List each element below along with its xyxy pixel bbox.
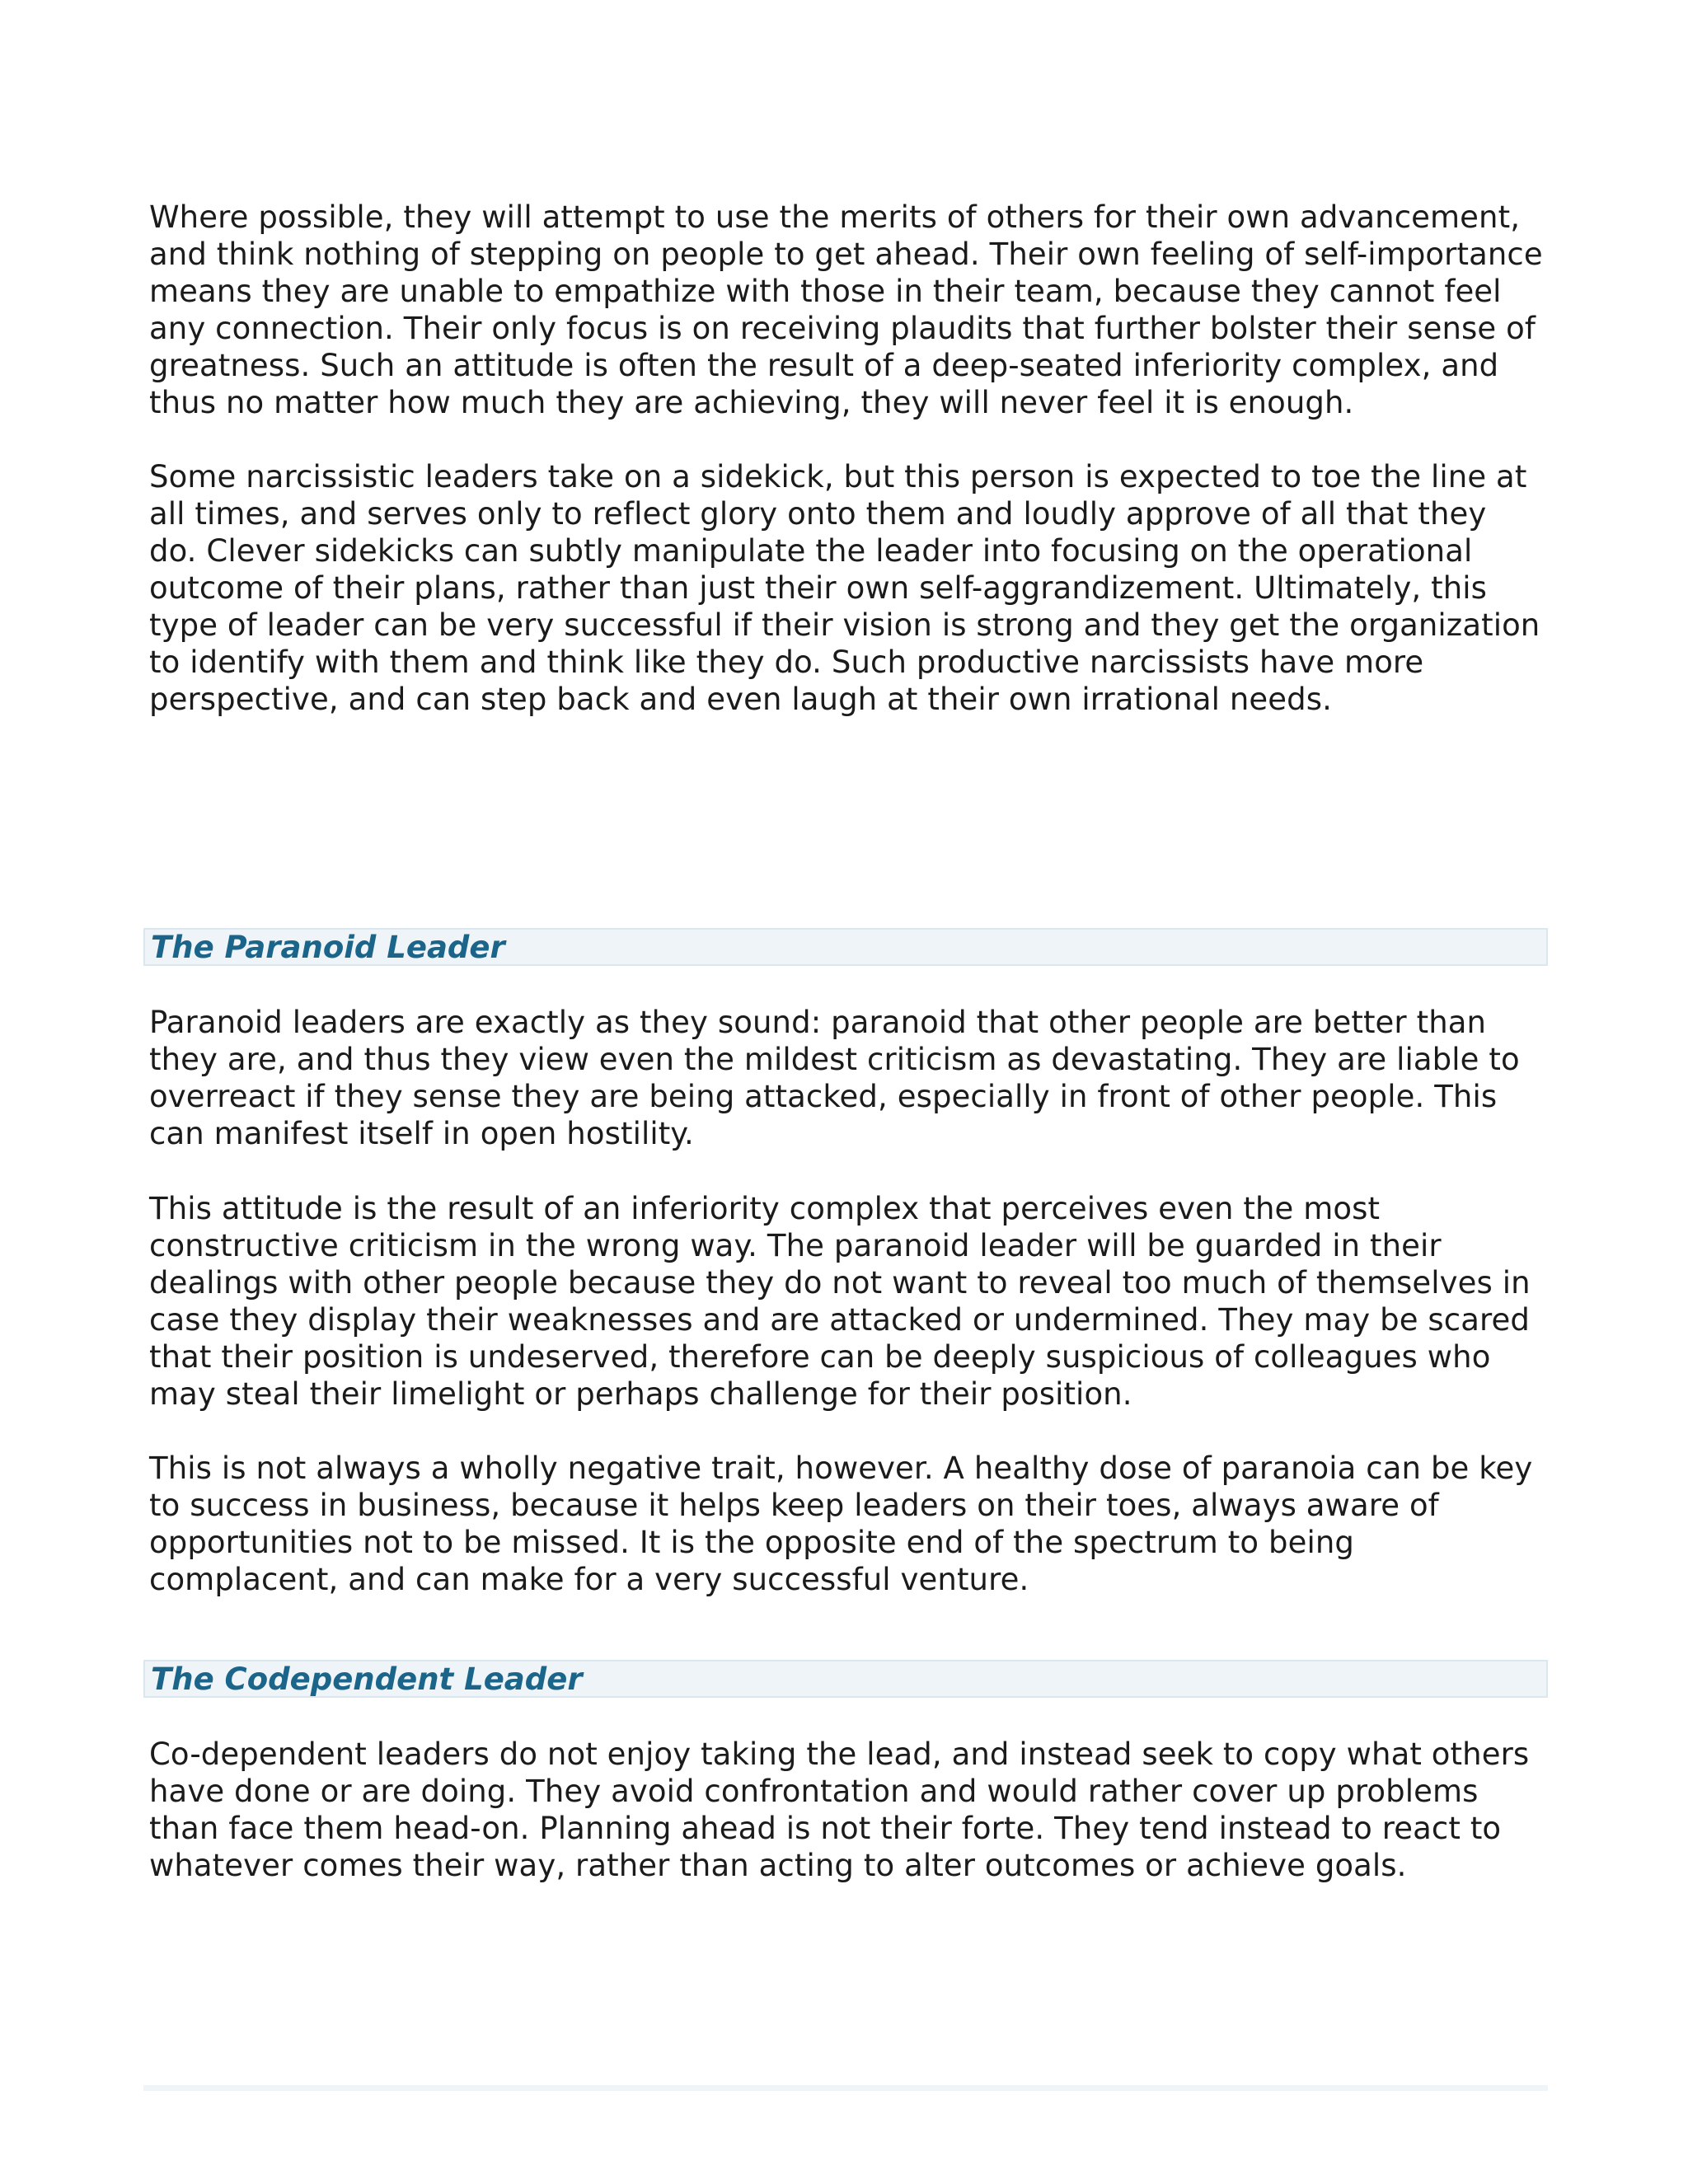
paragraph-sidekick: Some narcissistic leaders take on a sidekick, but this person is expected to toe the line at all times, and serves only to reflect glory onto them and loudly approve of all that they do. Clever sidekicks can subtly manipulate the leader into focusing on the operational outcome of their plans, rather than just their own self-aggrandizement. Ultimately, this type of leader can be very successful if their vision is strong and they get the organization to identify with them and think like they do. Such productive narcissists have more perspective, and can step back and even laugh at their own irrational needs.: [149, 459, 1540, 717]
paragraph-codependent-intro: Co-dependent leaders do not enjoy taking the lead, and instead seek to copy what others have done or are doing. They avoid confrontation and would rather cover up problems than face them head-on. Planning ahead is not their forte. They tend instead to react to whatever comes their way, rather than acting to alter outcomes or achieve goals.: [149, 1736, 1530, 1883]
section-heading-paranoid-label: The Paranoid Leader: [151, 930, 505, 965]
paragraph-paranoid-positive: This is not always a wholly negative trait, however. A healthy dose of paranoia can be key to success in business, because it helps keep leaders on their toes, always aware of opportunities not to be missed. It is the opposite end of the spectrum to being complacent, and can make for a very successful venture.: [149, 1451, 1533, 1597]
paragraph-paranoid-inferiority: This attitude is the result of an inferiority complex that perceives even the most constructive criticism in the wrong way. The paranoid leader will be guarded in their dealings with other people because they do not want to reveal too much of themselves in case they display their weaknesses and are attacked or undermined. They may be scared that their position is undeserved, therefore can be deeply suspicious of colleagues who may steal their limelight or perhaps challenge for their position.: [149, 1191, 1531, 1412]
paragraph-paranoid-intro: Paranoid leaders are exactly as they sound: paranoid that other people are better than they are, and thus they view even the mildest criticism as devastating. They are liable to overreact if they sense they are being attacked, especially in front of other people. This can manifest itself in open hostility.: [149, 1005, 1520, 1151]
paragraph-self-importance: Where possible, they will attempt to use the merits of others for their own advancement, and think nothing of stepping on people to get ahead. Their own feeling of self-importance means they are unable to empathize with those in their team, because they cannot feel any connection. Their only focus is on receiving plaudits that further bolster their sense of greatness. Such an attitude is often the result of a deep-seated inferiority complex, and thus no matter how much they are achieving, they will never feel it is enough.: [149, 199, 1543, 420]
section-heading-codependent-label: The Codependent Leader: [151, 1661, 583, 1697]
section-heading-codependent: [143, 1660, 1548, 1698]
section-heading-paranoid: [143, 928, 1548, 966]
footer-divider: [143, 2085, 1548, 2091]
